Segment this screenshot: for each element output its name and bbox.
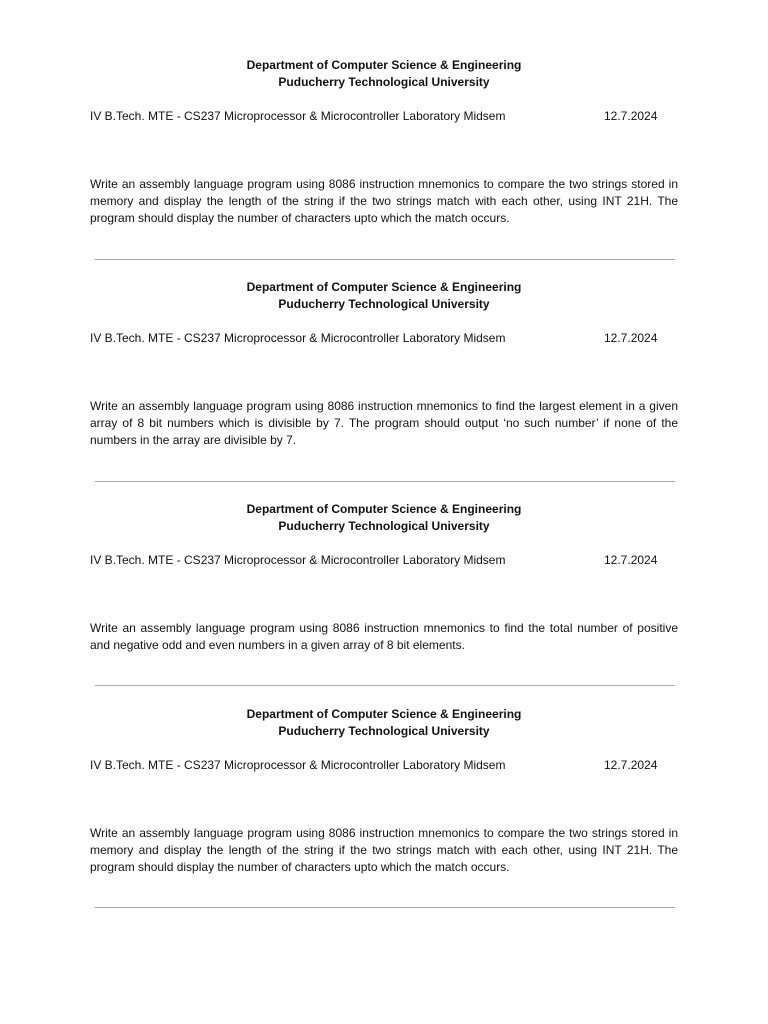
separator-line <box>95 481 675 482</box>
slip-header <box>90 501 678 535</box>
university-title: Puducherry Technological University <box>278 519 490 533</box>
slip-header <box>90 57 678 91</box>
university-title: Puducherry Technological University <box>278 297 490 311</box>
department-title: Department of Computer Science & Engineering <box>246 707 522 721</box>
exam-date: 12.7.2024 <box>604 758 658 772</box>
slip-header <box>90 279 678 313</box>
course-title: IV B.Tech. MTE - CS237 Microprocessor & Microcontroller Laboratory Midsem <box>90 109 506 123</box>
university-title: Puducherry Technological University <box>278 724 490 738</box>
question-text: Write an assembly language program using 8086 instruction mnemonics to find the largest element in a given array of 8 bit numbers which is divisible by 7. The program should output ‘no such number’ if none of the numbers in the array are divisible by 7. <box>90 399 678 447</box>
separator-line <box>95 259 675 260</box>
question-text: Write an assembly language program using 8086 instruction mnemonics to compare the two strings stored in memory and display the length of the string if the two strings match with each other, using INT 21H. The program should display the number of characters upto which the match occurs. <box>90 177 678 225</box>
exam-date: 12.7.2024 <box>604 109 658 123</box>
department-title: Department of Computer Science & Engineering <box>246 280 522 294</box>
department-title: Department of Computer Science & Engineering <box>246 58 522 72</box>
separator-line <box>95 685 675 686</box>
slip-header <box>90 706 678 740</box>
department-title: Department of Computer Science & Engineering <box>246 502 522 516</box>
course-title: IV B.Tech. MTE - CS237 Microprocessor & Microcontroller Laboratory Midsem <box>90 553 506 567</box>
question-text: Write an assembly language program using 8086 instruction mnemonics to compare the two strings stored in memory and display the length of the string if the two strings match with each other, using INT 21H. The program should display the number of characters upto which the match occurs. <box>90 826 678 874</box>
exam-date: 12.7.2024 <box>604 331 658 345</box>
course-title: IV B.Tech. MTE - CS237 Microprocessor & Microcontroller Laboratory Midsem <box>90 758 506 772</box>
course-title: IV B.Tech. MTE - CS237 Microprocessor & Microcontroller Laboratory Midsem <box>90 331 506 345</box>
exam-date: 12.7.2024 <box>604 553 658 567</box>
university-title: Puducherry Technological University <box>278 75 490 89</box>
separator-line <box>95 907 675 908</box>
question-text: Write an assembly language program using 8086 instruction mnemonics to find the total number of positive and negative odd and even numbers in a given array of 8 bit elements. <box>90 621 678 652</box>
